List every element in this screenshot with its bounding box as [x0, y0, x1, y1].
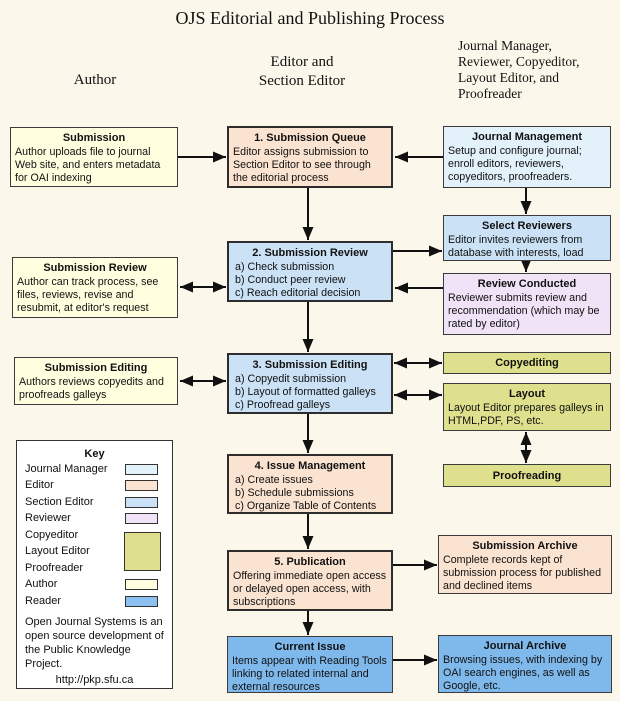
box-title: Journal Management	[471, 131, 583, 143]
box-list-item: c) Reach editorial decision	[235, 287, 361, 299]
legend-label: Layout Editor	[25, 545, 90, 558]
box-title: 2. Submission Review	[252, 247, 368, 259]
box-title: Select Reviewers	[482, 220, 572, 232]
legend-label: Author	[25, 578, 58, 591]
box-body: Author uploads file to journal Web site, and enters metadata for OAI indexing	[15, 146, 161, 184]
box-title: 3. Submission Editing	[252, 359, 368, 371]
box-title: 5. Publication	[274, 556, 346, 568]
legend-label: Reader	[25, 594, 62, 607]
box-body: Setup and configure journal; enroll editors, reviewers, copyeditors, proofreaders.	[448, 145, 582, 183]
box-list-item: c) Organize Table of Contents	[235, 500, 377, 512]
legend-row	[17, 494, 172, 511]
box-body: Browsing issues, with indexing by OAI search engines, as well as Google, etc.	[443, 654, 603, 692]
legend-swatch-section-editor	[125, 497, 158, 508]
legend-label: Reviewer	[25, 512, 71, 525]
box-issue-management	[227, 454, 393, 514]
legend-url: http://pkp.sfu.ca	[55, 674, 134, 686]
box-copyediting	[443, 352, 611, 374]
box-list-item: b) Conduct peer review	[235, 274, 346, 286]
box-submission-review-author	[12, 257, 178, 318]
box-current-issue	[227, 636, 393, 693]
box-layout	[443, 383, 611, 431]
box-list-item: b) Layout of formatted galleys	[235, 386, 376, 398]
box-submission-editing-author	[14, 357, 178, 405]
box-submission	[10, 127, 178, 187]
legend-key	[16, 440, 173, 689]
box-select-reviewers	[443, 215, 611, 261]
box-list-item: a) Check submission	[235, 261, 335, 273]
column-header-others	[458, 38, 613, 102]
box-body: Authors reviews copyedits and proofreads galleys	[19, 376, 164, 401]
box-submission-archive	[438, 535, 612, 594]
box-title: 1. Submission Queue	[254, 132, 366, 144]
legend-swatch-editor	[125, 480, 158, 491]
legend-row	[17, 478, 172, 495]
column-header-others-line: Reviewer, Copyeditor,	[458, 54, 580, 69]
legend-label: Editor	[25, 479, 54, 492]
column-header-others-line: Proofreader	[458, 86, 522, 101]
box-journal-management	[443, 126, 611, 188]
box-body: Editor invites reviewers from database with interests, load	[448, 234, 584, 259]
box-publication	[227, 550, 393, 611]
box-journal-archive	[438, 635, 612, 693]
box-title: Submission	[62, 132, 126, 144]
legend-swatch-copyeditor-layout-proofreader	[124, 532, 161, 571]
box-body: Author can track process, see files, reviews, revise and resubmit, at editor's request	[17, 276, 159, 314]
box-list-item: b) Schedule submissions	[235, 487, 354, 499]
box-body: Reviewer submits review and recommendation (which may be rated by editor)	[448, 292, 600, 330]
legend-title: Key	[84, 448, 105, 460]
column-header-author: Author	[73, 72, 117, 88]
column-header-others-line: Layout Editor, and	[458, 70, 560, 85]
legend-swatch-reader	[125, 596, 158, 607]
legend-label: Proofreader	[25, 561, 84, 574]
box-title: Review Conducted	[477, 278, 577, 290]
page-title: OJS Editorial and Publishing Process	[175, 8, 445, 28]
box-title: Copyediting	[495, 357, 559, 369]
legend-row	[17, 577, 172, 594]
box-body: Items appear with Reading Tools linking to related internal and external resources	[232, 655, 387, 693]
legend-swatch-reviewer	[125, 513, 158, 524]
box-list-item: a) Create issues	[235, 474, 313, 486]
legend-row	[17, 461, 172, 478]
box-submission-queue	[227, 126, 393, 188]
legend-note: Open Journal Systems is an open source development of the Public Knowledge Project.	[25, 616, 164, 670]
box-title: Current Issue	[274, 641, 346, 653]
box-body: Layout Editor prepares galleys in HTML,PDF, PS, etc.	[448, 402, 604, 427]
box-body: Complete records kept of submission process for published and declined items	[443, 554, 602, 592]
column-header-editor-line: Editor and	[270, 54, 334, 70]
column-header-others-line: Journal Manager,	[458, 38, 552, 53]
box-review-conducted	[443, 273, 611, 335]
box-submission-editing	[227, 353, 393, 414]
box-title: Journal Archive	[483, 640, 567, 652]
box-title: Submission Archive	[472, 540, 578, 552]
box-body: Editor assigns submission to Section Editor to see through the editorial process	[233, 146, 371, 184]
legend-label: Journal Manager	[25, 462, 108, 475]
box-title: Proofreading	[492, 469, 562, 482]
legend-row	[17, 593, 172, 610]
legend-row	[17, 511, 172, 528]
legend-label: Section Editor	[25, 495, 94, 508]
box-proofreading	[443, 464, 611, 487]
box-list-item: a) Copyedit submission	[235, 373, 347, 385]
box-body: Offering immediate open access or delayed open access, with subscriptions	[233, 570, 387, 608]
column-header-editor-line: Section Editor	[258, 73, 346, 89]
legend-swatch-journal-manager	[125, 464, 158, 475]
legend-swatch-author	[125, 579, 158, 590]
legend-label: Copyeditor	[25, 528, 79, 541]
box-title: Submission Review	[43, 262, 147, 274]
box-submission-review	[227, 241, 393, 302]
column-header-editor	[222, 53, 382, 91]
box-title: Layout	[508, 388, 546, 400]
box-title: 4. Issue Management	[254, 460, 366, 472]
box-title: Submission Editing	[44, 362, 148, 374]
box-list-item: c) Proofread galleys	[235, 399, 331, 411]
